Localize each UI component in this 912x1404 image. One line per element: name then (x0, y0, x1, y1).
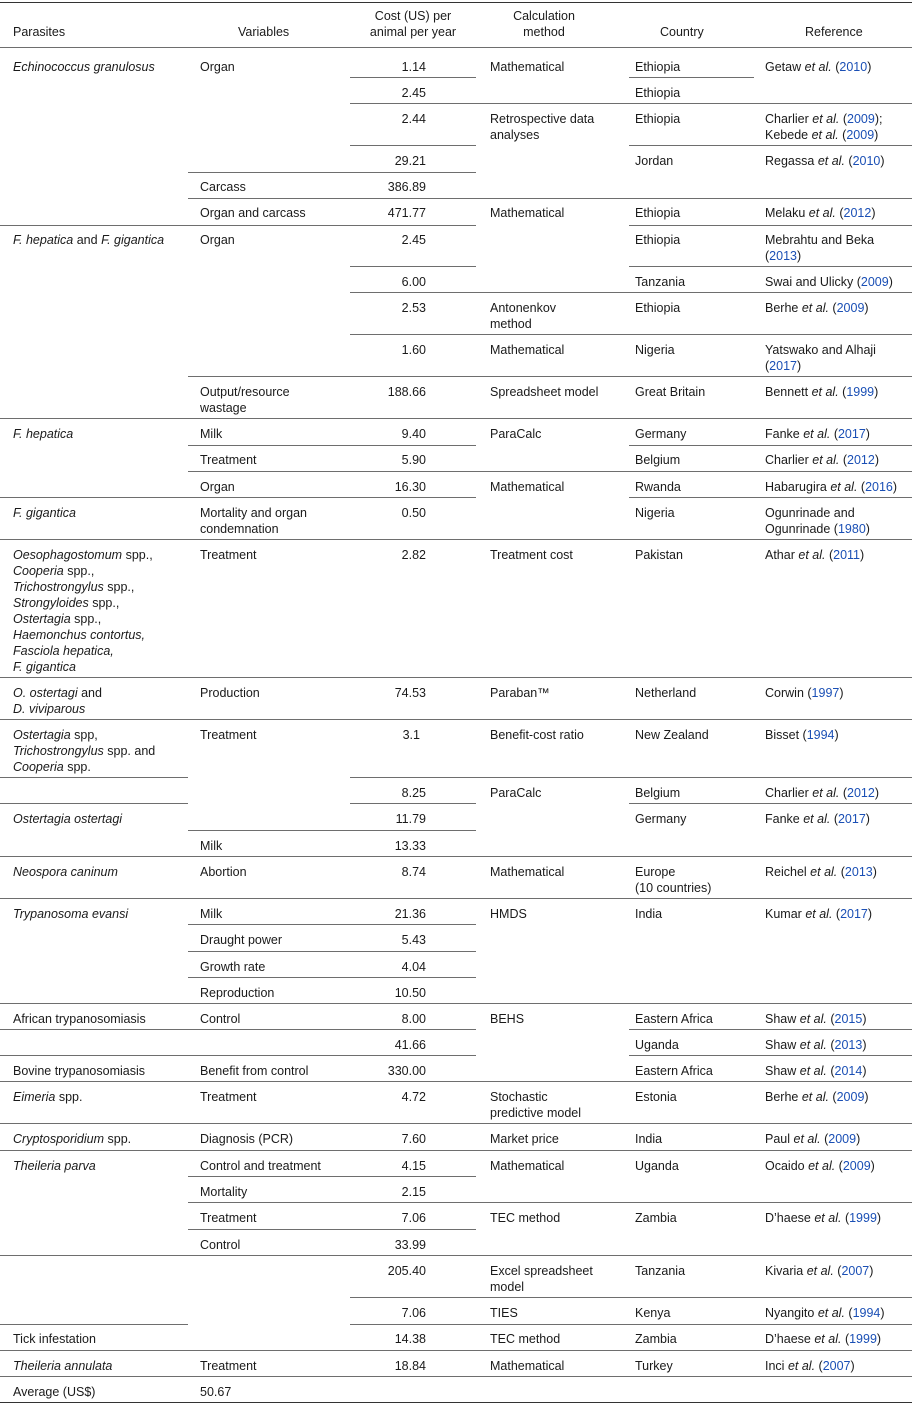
method: model (490, 1280, 525, 1294)
reference: Shaw et al. (2015) (765, 1012, 867, 1026)
rule (0, 1123, 912, 1124)
rule (0, 2, 912, 3)
rule (0, 898, 912, 899)
rule (188, 1176, 476, 1177)
parasite-name: Theileria parva (13, 1159, 96, 1173)
rule (188, 977, 476, 978)
reference: (2017) (765, 359, 802, 373)
cost-value: 330.00 (387, 1064, 426, 1078)
variable: Control (200, 1012, 241, 1026)
variable: Control (200, 1238, 241, 1252)
parasite-name: F. gigantica (13, 660, 77, 674)
cost-value: 8.25 (401, 786, 426, 800)
cost-value: 18.84 (394, 1359, 426, 1373)
rule (188, 951, 476, 952)
cost-value: 16.30 (394, 480, 426, 494)
cost-value: 7.06 (401, 1306, 426, 1320)
rule (629, 1055, 912, 1056)
reference: Inci et al. (2007) (765, 1359, 855, 1373)
variable: Treatment (200, 1211, 257, 1225)
cost-value: 2.44 (401, 112, 426, 126)
parasite-name: Oesophagostomum spp., (13, 548, 153, 562)
header-cost-line2: animal per year (369, 25, 457, 39)
rule (0, 1255, 912, 1256)
method: TEC method (490, 1211, 561, 1225)
cost-value: 386.89 (387, 180, 426, 194)
parasite-name: Trichostrongylus spp., (13, 580, 135, 594)
variable: Reproduction (200, 986, 275, 1000)
parasite-name: Ostertagia ostertagi (13, 812, 123, 826)
rule (188, 172, 476, 173)
country: Ethiopia (635, 60, 681, 74)
parasite-name: F. gigantica (13, 506, 77, 520)
parasite-name: F. hepatica and F. gigantica (13, 233, 165, 247)
method: Stochastic (490, 1090, 548, 1104)
cost-value: 2.45 (401, 86, 426, 100)
method: Benefit-cost ratio (490, 728, 584, 742)
variable: Carcass (200, 180, 246, 194)
parasite-name: Cryptosporidium spp. (13, 1132, 132, 1146)
reference: Corwin (1997) (765, 686, 844, 700)
cost-value: 29.21 (394, 154, 426, 168)
reference: Athar et al. (2011) (765, 548, 865, 562)
reference: Regassa et al. (2010) (765, 154, 885, 168)
variable: Diagnosis (PCR) (200, 1132, 294, 1146)
variable: Draught power (200, 933, 282, 947)
country: India (635, 1132, 663, 1146)
rule (0, 497, 476, 498)
method: Excel spreadsheet (490, 1264, 593, 1278)
country: Netherland (635, 686, 697, 700)
method: Mathematical (490, 1159, 565, 1173)
parasite-name: Fasciola hepatica, (13, 644, 114, 658)
variable: Abortion (200, 865, 247, 879)
variable: Milk (200, 907, 223, 921)
reference: D’haese et al. (1999) (765, 1332, 882, 1346)
method: method (490, 317, 532, 331)
parasite-name: Neospora caninum (13, 865, 118, 879)
rule (350, 803, 476, 804)
country: Tanzania (635, 275, 686, 289)
average-label: Average (US$) (13, 1385, 96, 1399)
reference: Kebede et al. (2009) (765, 128, 879, 142)
variable: Organ and carcass (200, 206, 306, 220)
cost-value: 5.90 (401, 453, 426, 467)
rule (0, 47, 912, 48)
cost-value: 14.38 (394, 1332, 426, 1346)
variable: Benefit from control (200, 1064, 309, 1078)
cost-value: 2.82 (401, 548, 426, 562)
rule (350, 334, 912, 335)
cost-value: 188.66 (387, 385, 426, 399)
parasite-name: O. ostertagi and (13, 686, 102, 700)
rule (350, 777, 912, 778)
reference: Bennett et al. (1999) (765, 385, 879, 399)
method: ParaCalc (490, 427, 542, 441)
parasite-name: Bovine trypanosomiasis (13, 1064, 146, 1078)
rule (0, 1402, 912, 1403)
parasite-name: D. viviparous (13, 702, 86, 716)
parasite-name: Cooperia spp. (13, 760, 91, 774)
parasite-name: Echinococcus granulosus (13, 60, 155, 74)
variable: Organ (200, 60, 235, 74)
rule (188, 1202, 912, 1203)
method: Treatment cost (490, 548, 573, 562)
rule (0, 1003, 912, 1004)
country: Ethiopia (635, 206, 681, 220)
variable: Production (200, 686, 260, 700)
rule (350, 145, 476, 146)
cost-value: 4.72 (401, 1090, 426, 1104)
parasite-name: Eimeria spp. (13, 1090, 83, 1104)
cost-value: 0.50 (401, 506, 426, 520)
reference: Getaw et al. (2010) (765, 60, 872, 74)
rule (188, 198, 912, 199)
country: Belgium (635, 453, 681, 467)
reference: Shaw et al. (2013) (765, 1038, 867, 1052)
method: Mathematical (490, 206, 565, 220)
parasite-name: Ostertagia spp, (13, 728, 98, 742)
cost-value: 4.04 (401, 960, 426, 974)
method: Spreadsheet model (490, 385, 599, 399)
parasite-name: Trypanosoma evansi (13, 907, 129, 921)
method: Market price (490, 1132, 559, 1146)
rule (188, 471, 912, 472)
rule (188, 1229, 476, 1230)
cost-value: 10.50 (394, 986, 426, 1000)
country: Nigeria (635, 506, 675, 520)
cost-value: 8.74 (401, 865, 426, 879)
rule (188, 376, 912, 377)
country: Belgium (635, 786, 681, 800)
rule (350, 266, 476, 267)
method: HMDS (490, 907, 527, 921)
parasite-name: F. hepatica (13, 427, 74, 441)
method: BEHS (490, 1012, 525, 1026)
rule (0, 777, 188, 778)
country: Ethiopia (635, 301, 681, 315)
header-method-line1: Calculation (513, 9, 575, 23)
cost-value: 1.14 (401, 60, 426, 74)
method: predictive model (490, 1106, 582, 1120)
reference: Fanke et al. (2017) (765, 812, 870, 826)
rule (629, 145, 912, 146)
variable: Output/resource (200, 385, 290, 399)
country: Uganda (635, 1159, 679, 1173)
reference: Kivaria et al. (2007) (765, 1264, 874, 1278)
variable: Growth rate (200, 960, 266, 974)
reference: Berhe et al. (2009) (765, 301, 869, 315)
cost-value: 9.40 (401, 427, 426, 441)
parasite-name: Theileria annulata (13, 1359, 113, 1373)
reference: Reichel et al. (2013) (765, 865, 877, 879)
reference: Swai and Ulicky (2009) (765, 275, 893, 289)
country: Germany (635, 812, 687, 826)
country: Ethiopia (635, 112, 681, 126)
country: Ethiopia (635, 86, 681, 100)
cost-value: 471.77 (387, 206, 426, 220)
method: Antonenkov (490, 301, 557, 315)
cost-value: 7.60 (401, 1132, 426, 1146)
reference: Fanke et al. (2017) (765, 427, 870, 441)
header-parasites: Parasites (13, 25, 66, 39)
country: Estonia (635, 1090, 677, 1104)
method: analyses (490, 128, 540, 142)
reference: Charlier et al. (2012) (765, 453, 879, 467)
method: Retrospective data (490, 112, 595, 126)
reference: Paul et al. (2009) (765, 1132, 861, 1146)
reference: Ogunrinade and (765, 506, 855, 520)
header-reference: Reference (805, 25, 863, 39)
country: Zambia (635, 1332, 677, 1346)
rule (0, 1081, 912, 1082)
reference: Kumar et al. (2017) (765, 907, 873, 921)
cost-value: 1.60 (401, 343, 426, 357)
variable: Control and treatment (200, 1159, 321, 1173)
variable: Mortality (200, 1185, 248, 1199)
rule (188, 924, 476, 925)
variable: condemnation (200, 522, 279, 536)
reference: (2013) (765, 249, 802, 263)
variable: Milk (200, 839, 223, 853)
rule (629, 497, 912, 498)
country: Nigeria (635, 343, 675, 357)
rule (0, 539, 912, 540)
cost-value: 11.79 (395, 812, 426, 826)
reference: Bisset (1994) (765, 728, 839, 742)
variable: Treatment (200, 1090, 257, 1104)
cost-value: 7.06 (401, 1211, 426, 1225)
rule (629, 445, 912, 446)
country: Eastern Africa (635, 1012, 713, 1026)
rule (629, 1029, 912, 1030)
rule (350, 1324, 912, 1325)
country: India (635, 907, 663, 921)
rule (0, 1150, 912, 1151)
method: Mathematical (490, 1359, 565, 1373)
method: TIES (490, 1306, 518, 1320)
method: Mathematical (490, 865, 565, 879)
country: Uganda (635, 1038, 679, 1052)
country: Europe (635, 865, 676, 879)
method: Paraban™ (490, 686, 550, 700)
parasite-name: Cooperia spp., (13, 564, 95, 578)
cost-value: 13.33 (394, 839, 426, 853)
rule (188, 445, 476, 446)
parasite-name: Ostertagia spp., (13, 612, 102, 626)
rule (350, 77, 476, 78)
header-country: Country (660, 25, 704, 39)
country: Great Britain (635, 385, 706, 399)
rule (629, 266, 912, 267)
header-method-line2: method (523, 25, 565, 39)
reference: Berhe et al. (2009) (765, 1090, 869, 1104)
cost-value: 205.40 (387, 1264, 426, 1278)
rule (0, 719, 912, 720)
country: Zambia (635, 1211, 677, 1225)
variable: Mortality and organ (200, 506, 308, 520)
reference: Charlier et al. (2009); (765, 112, 883, 126)
cost-value: 3.1 (402, 728, 420, 742)
parasite-name: African trypanosomiasis (13, 1012, 146, 1026)
cost-value: 41.66 (394, 1038, 426, 1052)
parasite-name: Haemonchus contortus, (13, 628, 146, 642)
rule (350, 1297, 912, 1298)
rule (350, 292, 912, 293)
country: Ethiopia (635, 233, 681, 247)
variable: Milk (200, 427, 223, 441)
rule (0, 1029, 476, 1030)
rule (629, 77, 754, 78)
variable: Treatment (200, 728, 257, 742)
rule (0, 803, 188, 804)
reference: Habarugira et al. (2016) (765, 480, 898, 494)
reference: Shaw et al. (2014) (765, 1064, 867, 1078)
variable: Treatment (200, 1359, 257, 1373)
reference: Yatswako and Alhaji (765, 343, 876, 357)
reference: D’haese et al. (1999) (765, 1211, 882, 1225)
rule (0, 225, 476, 226)
country: (10 countries) (635, 881, 712, 895)
average-value: 50.67 (200, 1385, 232, 1399)
country: Germany (635, 427, 687, 441)
rule (0, 1350, 912, 1351)
country: Tanzania (635, 1264, 686, 1278)
parasite-name: Trichostrongylus spp. and (13, 744, 156, 758)
method: ParaCalc (490, 786, 542, 800)
method: TEC method (490, 1332, 561, 1346)
cost-value: 33.99 (394, 1238, 426, 1252)
variable: Treatment (200, 453, 257, 467)
rule (629, 225, 912, 226)
country: Rwanda (635, 480, 681, 494)
rule (0, 856, 912, 857)
header-variables: Variables (238, 25, 290, 39)
reference: Melaku et al. (2012) (765, 206, 876, 220)
method: Mathematical (490, 343, 565, 357)
reference: Ogunrinade (1980) (765, 522, 870, 536)
country: Turkey (635, 1359, 673, 1373)
rule (629, 803, 912, 804)
header-cost-line1: Cost (US) per (374, 9, 452, 23)
country: Pakistan (635, 548, 683, 562)
rule (0, 1055, 476, 1056)
rule (188, 830, 476, 831)
variable: wastage (200, 401, 247, 415)
reference: Ocaido et al. (2009) (765, 1159, 875, 1173)
rule (350, 103, 912, 104)
cost-value: 6.00 (401, 275, 426, 289)
country: New Zealand (635, 728, 709, 742)
cost-value: 74.53 (394, 686, 426, 700)
cost-value: 21.36 (394, 907, 426, 921)
reference: Mebrahtu and Beka (765, 233, 875, 247)
parasite-name: Tick infestation (13, 1332, 96, 1346)
cost-value: 2.15 (401, 1185, 426, 1199)
cost-value: 2.53 (401, 301, 426, 315)
cost-value: 5.43 (401, 933, 426, 947)
method: Mathematical (490, 480, 565, 494)
cost-value: 4.15 (401, 1159, 426, 1173)
rule (0, 418, 912, 419)
reference: Nyangito et al. (1994) (765, 1306, 885, 1320)
rule (0, 1376, 912, 1377)
variable: Treatment (200, 548, 257, 562)
cost-value: 2.45 (401, 233, 426, 247)
rule (0, 1324, 188, 1325)
country: Jordan (635, 154, 674, 168)
reference: Charlier et al. (2012) (765, 786, 879, 800)
cost-value: 8.00 (401, 1012, 426, 1026)
country: Kenya (635, 1306, 671, 1320)
parasite-name: Strongyloides spp., (13, 596, 120, 610)
rule (0, 677, 912, 678)
method: Mathematical (490, 60, 565, 74)
variable: Organ (200, 233, 235, 247)
country: Eastern Africa (635, 1064, 713, 1078)
variable: Organ (200, 480, 235, 494)
